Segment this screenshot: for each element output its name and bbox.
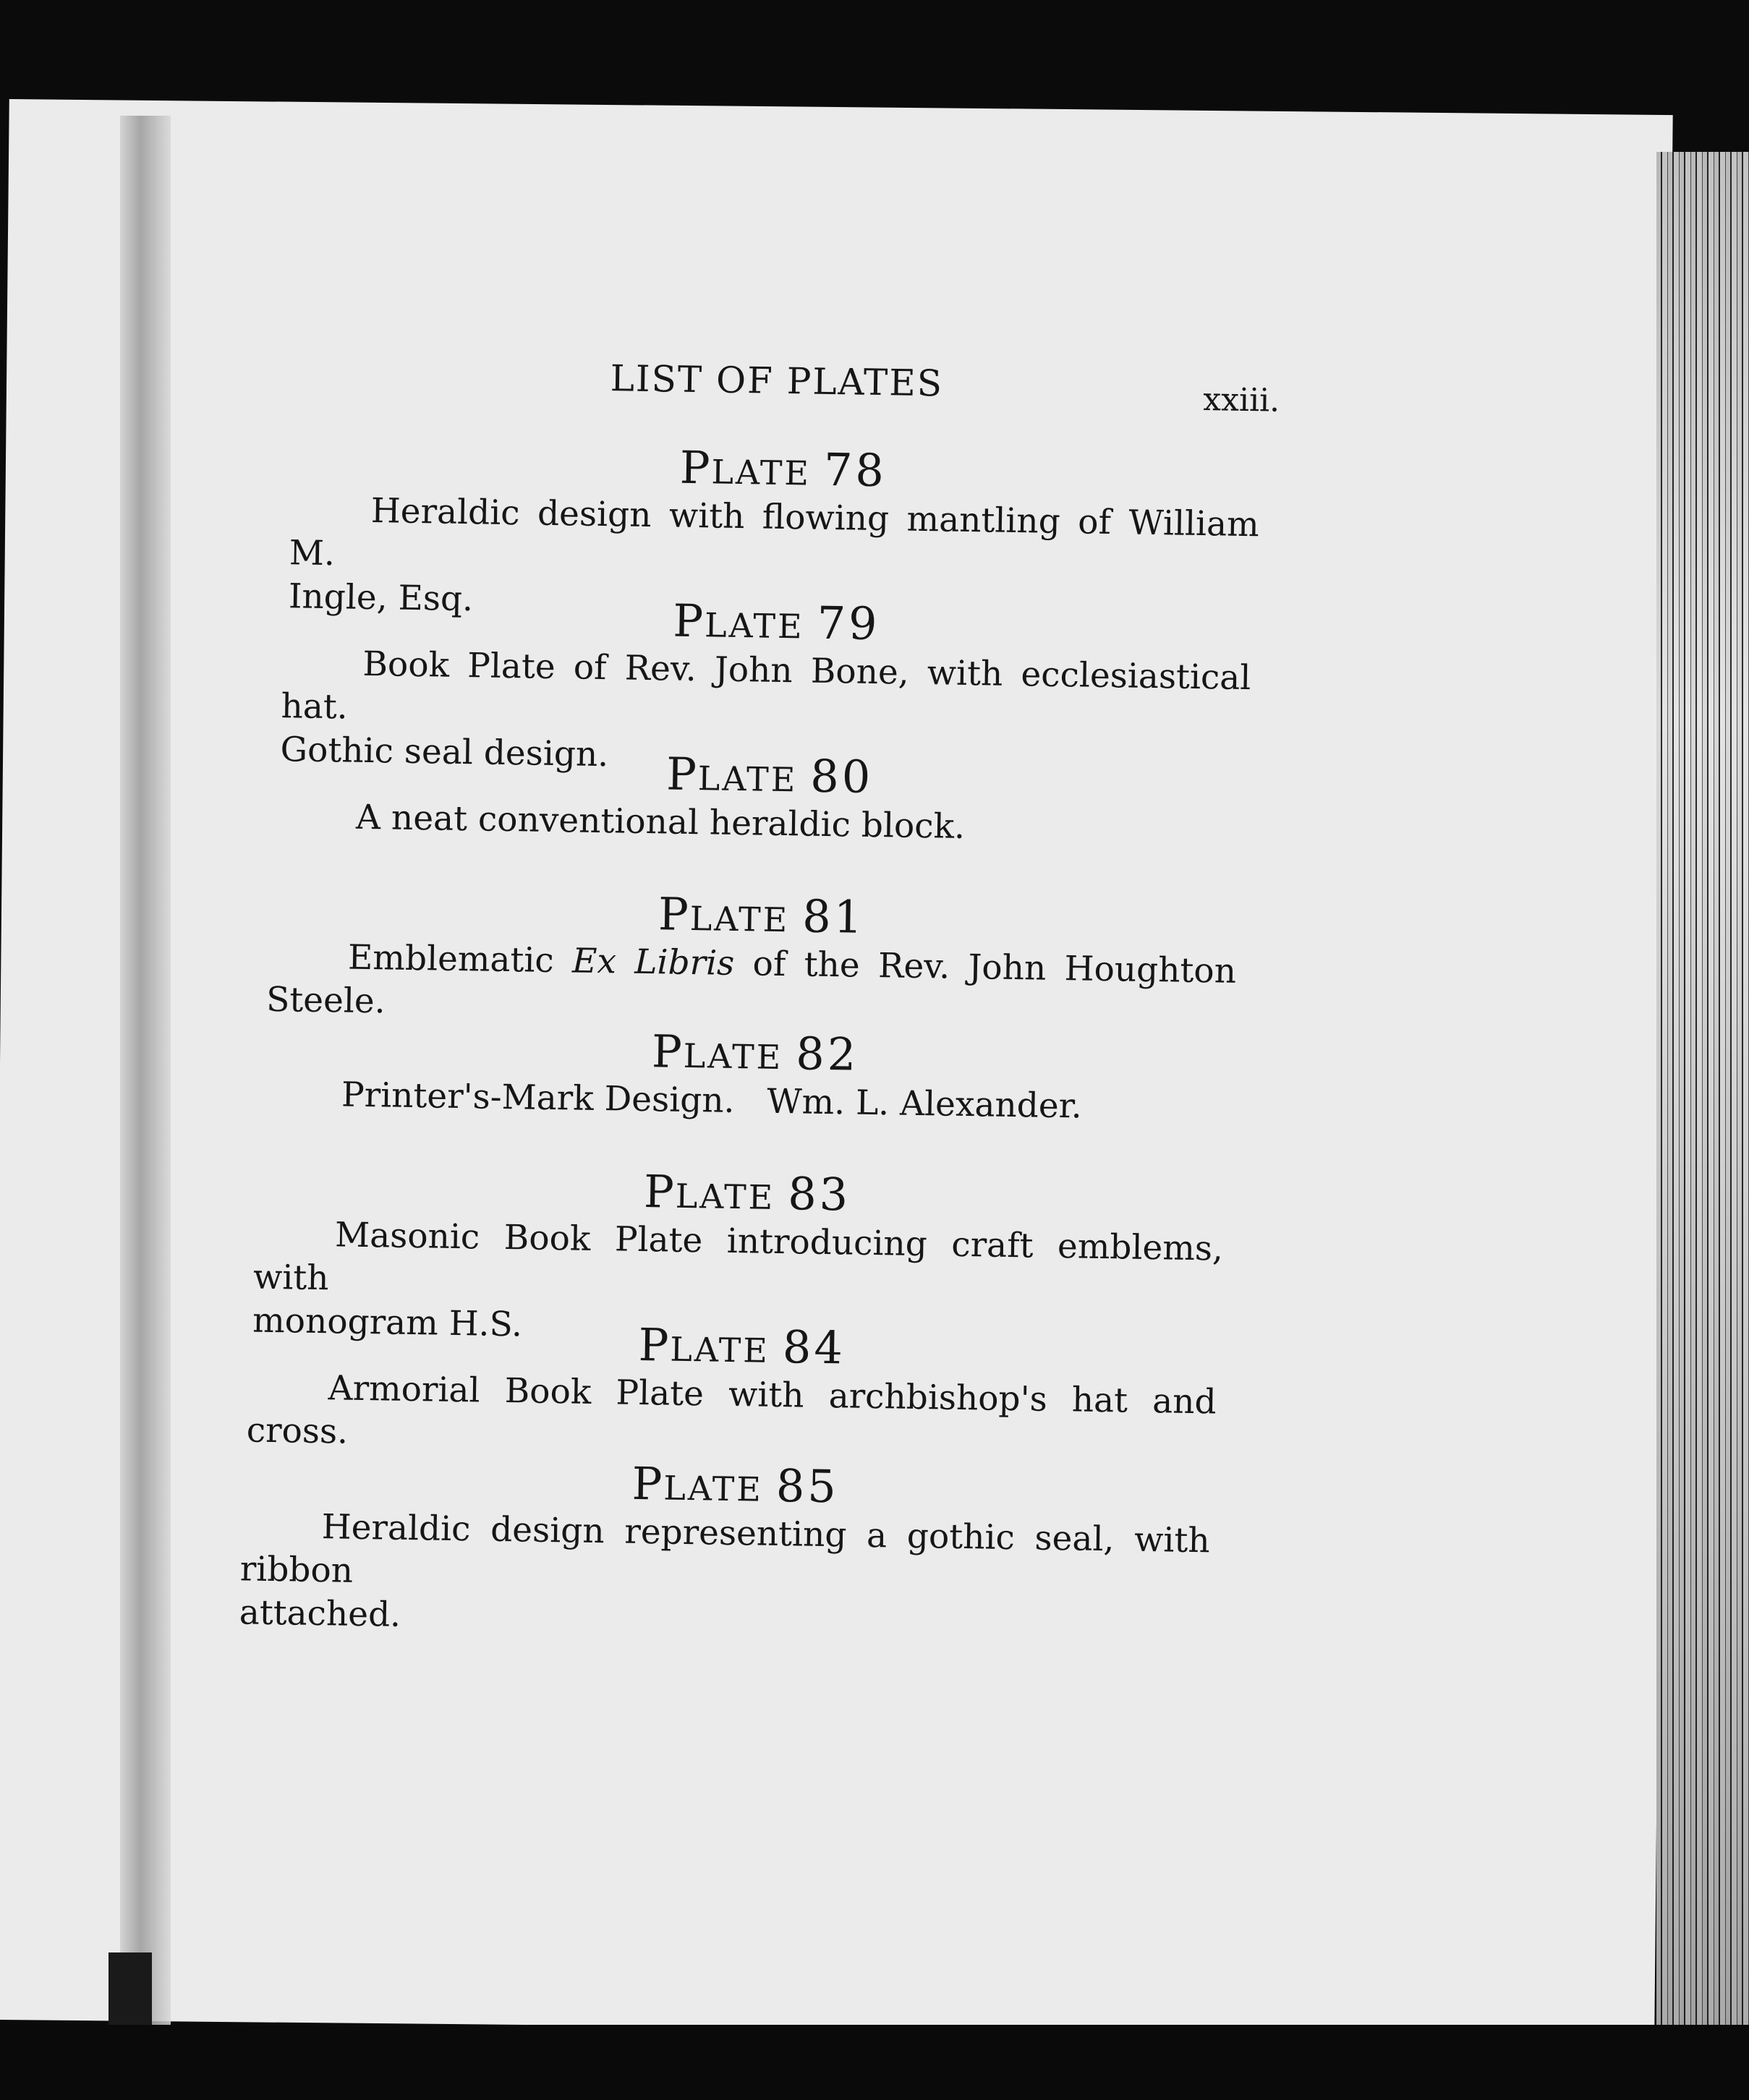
plate-heading <box>631 1457 839 1513</box>
description-line: Ingle, Esq. <box>288 576 474 620</box>
plate-heading <box>658 887 866 943</box>
plate-label-rest: LATE <box>669 1329 770 1370</box>
plate-heading <box>652 1025 859 1080</box>
plate-label-initial: P <box>638 1318 671 1372</box>
plate-description <box>266 935 1237 1037</box>
description-line: Printer's-Mark Design. Wm. L. Alexander. <box>341 1075 1083 1127</box>
description-line: Heraldic design representing a gothic seal, with ribbon <box>239 1507 1211 1591</box>
description-line: Book Plate of Rev. John Bone, with ecclesiastical hat. <box>281 644 1251 727</box>
plate-label-rest: LATE <box>697 759 798 800</box>
plate-number: 79 <box>817 596 881 651</box>
plate-label-initial: P <box>658 887 691 941</box>
plate-description <box>246 1365 1217 1467</box>
description-text: of the Rev. John Houghton Steele. <box>265 943 1237 1022</box>
plate-description <box>275 795 1245 853</box>
description-line: monogram H.S. <box>252 1300 523 1345</box>
plate-description <box>260 1072 1230 1131</box>
plate-label-rest: LATE <box>675 1176 775 1217</box>
plate-number: 80 <box>809 749 874 803</box>
description-line: Masonic Book Plate introducing craft emblems, with <box>252 1215 1224 1299</box>
description-line: Armorial Book Plate with archbishop's hat and cross. <box>246 1368 1217 1452</box>
plate-label-initial: P <box>631 1456 665 1511</box>
description-line: Gothic seal design. <box>280 730 609 775</box>
plate-label-initial: P <box>665 747 699 801</box>
plate-label-rest: LATE <box>711 452 812 493</box>
plate-number: 82 <box>795 1027 859 1081</box>
description-text: Emblematic <box>347 937 573 981</box>
plate-number: 85 <box>775 1459 840 1514</box>
plate-label-initial: P <box>651 1025 684 1078</box>
plate-heading <box>679 441 887 497</box>
plate-heading <box>638 1318 846 1374</box>
plate-number: 83 <box>787 1167 851 1221</box>
plate-label-rest: LATE <box>704 605 805 646</box>
plate-number: 78 <box>823 443 888 498</box>
plate-label-initial: P <box>679 440 712 495</box>
plate-label-rest: LATE <box>683 1036 783 1077</box>
running-head: LIST OF PLATES <box>610 357 944 405</box>
plate-label-initial: P <box>643 1165 676 1218</box>
plate-heading <box>666 747 874 803</box>
plate-heading <box>673 594 880 650</box>
page-number: xxiii. <box>1202 381 1280 419</box>
plate-description <box>239 1504 1210 1649</box>
description-line <box>266 935 1237 1037</box>
description-italic: Ex Libris <box>571 941 735 983</box>
plate-label-initial: P <box>672 594 705 648</box>
description-line: A neat conventional heraldic block. <box>355 797 966 847</box>
description-line: Heraldic design with flowing mantling of William M. <box>289 491 1260 574</box>
plate-number: 81 <box>801 889 866 944</box>
plate-label-rest: LATE <box>663 1468 764 1509</box>
plate-label-rest: LATE <box>689 899 790 940</box>
plate-number: 84 <box>782 1320 846 1375</box>
plate-heading <box>644 1165 851 1221</box>
description-line: attached. <box>239 1592 401 1635</box>
